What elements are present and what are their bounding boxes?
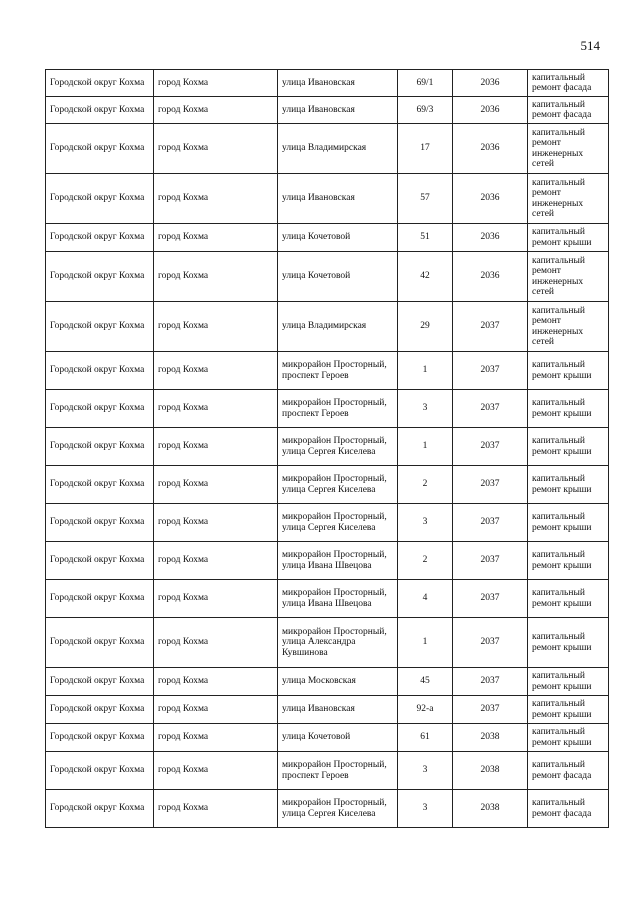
district-cell: Городской округ Кохма [46,466,154,504]
district-cell: Городской округ Кохма [46,752,154,790]
district-cell: Городской округ Кохма [46,618,154,668]
year-cell: 2038 [453,724,528,752]
house-number-cell: 45 [398,668,453,696]
year-cell: 2037 [453,618,528,668]
house-number-cell: 1 [398,428,453,466]
work-type-cell: капитальный ремонт крыши [528,428,609,466]
city-cell: город Кохма [154,466,278,504]
work-type-cell: капитальный ремонт крыши [528,542,609,580]
city-cell: город Кохма [154,580,278,618]
year-cell: 2036 [453,174,528,224]
street-cell: улица Владимирская [278,302,398,352]
year-cell: 2036 [453,70,528,97]
street-cell: микрорайон Просторный, улица Сергея Киселева [278,428,398,466]
table-row [46,542,609,580]
work-type-cell: капитальный ремонт крыши [528,466,609,504]
city-cell: город Кохма [154,542,278,580]
street-cell: микрорайон Просторный, проспект Героев [278,752,398,790]
city-cell: город Кохма [154,252,278,302]
year-cell: 2037 [453,466,528,504]
work-type-cell: капитальный ремонт крыши [528,504,609,542]
street-cell: улица Владимирская [278,124,398,174]
table-row [46,352,609,390]
street-cell: улица Кочетовой [278,224,398,252]
street-cell: микрорайон Просторный, улица Сергея Киселева [278,504,398,542]
year-cell: 2036 [453,124,528,174]
table-row [46,618,609,668]
year-cell: 2037 [453,542,528,580]
district-cell: Городской округ Кохма [46,224,154,252]
year-cell: 2037 [453,390,528,428]
work-type-cell: капитальный ремонт фасада [528,70,609,97]
table-body [46,70,609,828]
house-number-cell: 17 [398,124,453,174]
city-cell: город Кохма [154,790,278,828]
table-row [46,174,609,224]
table-row [46,752,609,790]
house-number-cell: 57 [398,174,453,224]
district-cell: Городской округ Кохма [46,724,154,752]
street-cell: микрорайон Просторный, улица Ивана Швецова [278,580,398,618]
house-number-cell: 42 [398,252,453,302]
work-type-cell: капитальный ремонт фасада [528,97,609,124]
district-cell: Городской округ Кохма [46,790,154,828]
work-type-cell: капитальный ремонт фасада [528,752,609,790]
house-number-cell: 61 [398,724,453,752]
table-row [46,696,609,724]
street-cell: улица Кочетовой [278,724,398,752]
work-type-cell: капитальный ремонт фасада [528,790,609,828]
house-number-cell: 2 [398,542,453,580]
work-type-cell: капитальный ремонт крыши [528,724,609,752]
city-cell: город Кохма [154,696,278,724]
street-cell: улица Ивановская [278,97,398,124]
work-type-cell: капитальный ремонт крыши [528,618,609,668]
table-row [46,252,609,302]
district-cell: Городской округ Кохма [46,352,154,390]
street-cell: микрорайон Просторный, улица Александра Кувшинова [278,618,398,668]
table-row [46,70,609,97]
table-row [46,668,609,696]
street-cell: улица Московская [278,668,398,696]
city-cell: город Кохма [154,302,278,352]
year-cell: 2038 [453,790,528,828]
year-cell: 2038 [453,752,528,790]
district-cell: Городской округ Кохма [46,696,154,724]
city-cell: город Кохма [154,224,278,252]
house-number-cell: 29 [398,302,453,352]
year-cell: 2036 [453,252,528,302]
district-cell: Городской округ Кохма [46,504,154,542]
work-type-cell: капитальный ремонт крыши [528,580,609,618]
year-cell: 2036 [453,224,528,252]
street-cell: улица Ивановская [278,174,398,224]
work-type-cell: капитальный ремонт инженерных сетей [528,124,609,174]
work-type-cell: капитальный ремонт инженерных сетей [528,252,609,302]
table-row [46,504,609,542]
city-cell: город Кохма [154,504,278,542]
district-cell: Городской округ Кохма [46,174,154,224]
district-cell: Городской округ Кохма [46,302,154,352]
district-cell: Городской округ Кохма [46,124,154,174]
city-cell: город Кохма [154,124,278,174]
street-cell: улица Кочетовой [278,252,398,302]
district-cell: Городской округ Кохма [46,542,154,580]
street-cell: микрорайон Просторный, улица Ивана Швецова [278,542,398,580]
year-cell: 2037 [453,580,528,618]
house-number-cell: 2 [398,466,453,504]
street-cell: микрорайон Просторный, проспект Героев [278,390,398,428]
house-number-cell: 51 [398,224,453,252]
repair-schedule-table [45,69,609,828]
city-cell: город Кохма [154,752,278,790]
city-cell: город Кохма [154,352,278,390]
year-cell: 2037 [453,668,528,696]
house-number-cell: 3 [398,390,453,428]
table-row [46,97,609,124]
table-row [46,224,609,252]
table-row [46,580,609,618]
street-cell: улица Ивановская [278,70,398,97]
work-type-cell: капитальный ремонт инженерных сетей [528,302,609,352]
street-cell: улица Ивановская [278,696,398,724]
district-cell: Городской округ Кохма [46,252,154,302]
city-cell: город Кохма [154,97,278,124]
district-cell: Городской округ Кохма [46,428,154,466]
street-cell: микрорайон Просторный, улица Сергея Киселева [278,790,398,828]
street-cell: микрорайон Просторный, улица Сергея Киселева [278,466,398,504]
city-cell: город Кохма [154,390,278,428]
district-cell: Городской округ Кохма [46,668,154,696]
work-type-cell: капитальный ремонт крыши [528,224,609,252]
house-number-cell: 69/1 [398,70,453,97]
work-type-cell: капитальный ремонт инженерных сетей [528,174,609,224]
year-cell: 2036 [453,97,528,124]
city-cell: город Кохма [154,724,278,752]
table-row [46,302,609,352]
district-cell: Городской округ Кохма [46,390,154,428]
city-cell: город Кохма [154,174,278,224]
table-row [46,790,609,828]
house-number-cell: 92-а [398,696,453,724]
year-cell: 2037 [453,696,528,724]
house-number-cell: 4 [398,580,453,618]
year-cell: 2037 [453,428,528,466]
house-number-cell: 3 [398,504,453,542]
district-cell: Городской округ Кохма [46,97,154,124]
work-type-cell: капитальный ремонт крыши [528,390,609,428]
table-row [46,466,609,504]
city-cell: город Кохма [154,70,278,97]
table-row [46,390,609,428]
district-cell: Городской округ Кохма [46,580,154,618]
work-type-cell: капитальный ремонт крыши [528,696,609,724]
street-cell: микрорайон Просторный, проспект Героев [278,352,398,390]
city-cell: город Кохма [154,668,278,696]
year-cell: 2037 [453,302,528,352]
year-cell: 2037 [453,504,528,542]
district-cell: Городской округ Кохма [46,70,154,97]
house-number-cell: 1 [398,618,453,668]
table-row [46,124,609,174]
house-number-cell: 1 [398,352,453,390]
city-cell: город Кохма [154,618,278,668]
house-number-cell: 69/3 [398,97,453,124]
table-row [46,428,609,466]
table-row [46,724,609,752]
work-type-cell: капитальный ремонт крыши [528,352,609,390]
page-number: 514 [580,38,600,53]
house-number-cell: 3 [398,752,453,790]
work-type-cell: капитальный ремонт крыши [528,668,609,696]
year-cell: 2037 [453,352,528,390]
house-number-cell: 3 [398,790,453,828]
city-cell: город Кохма [154,428,278,466]
